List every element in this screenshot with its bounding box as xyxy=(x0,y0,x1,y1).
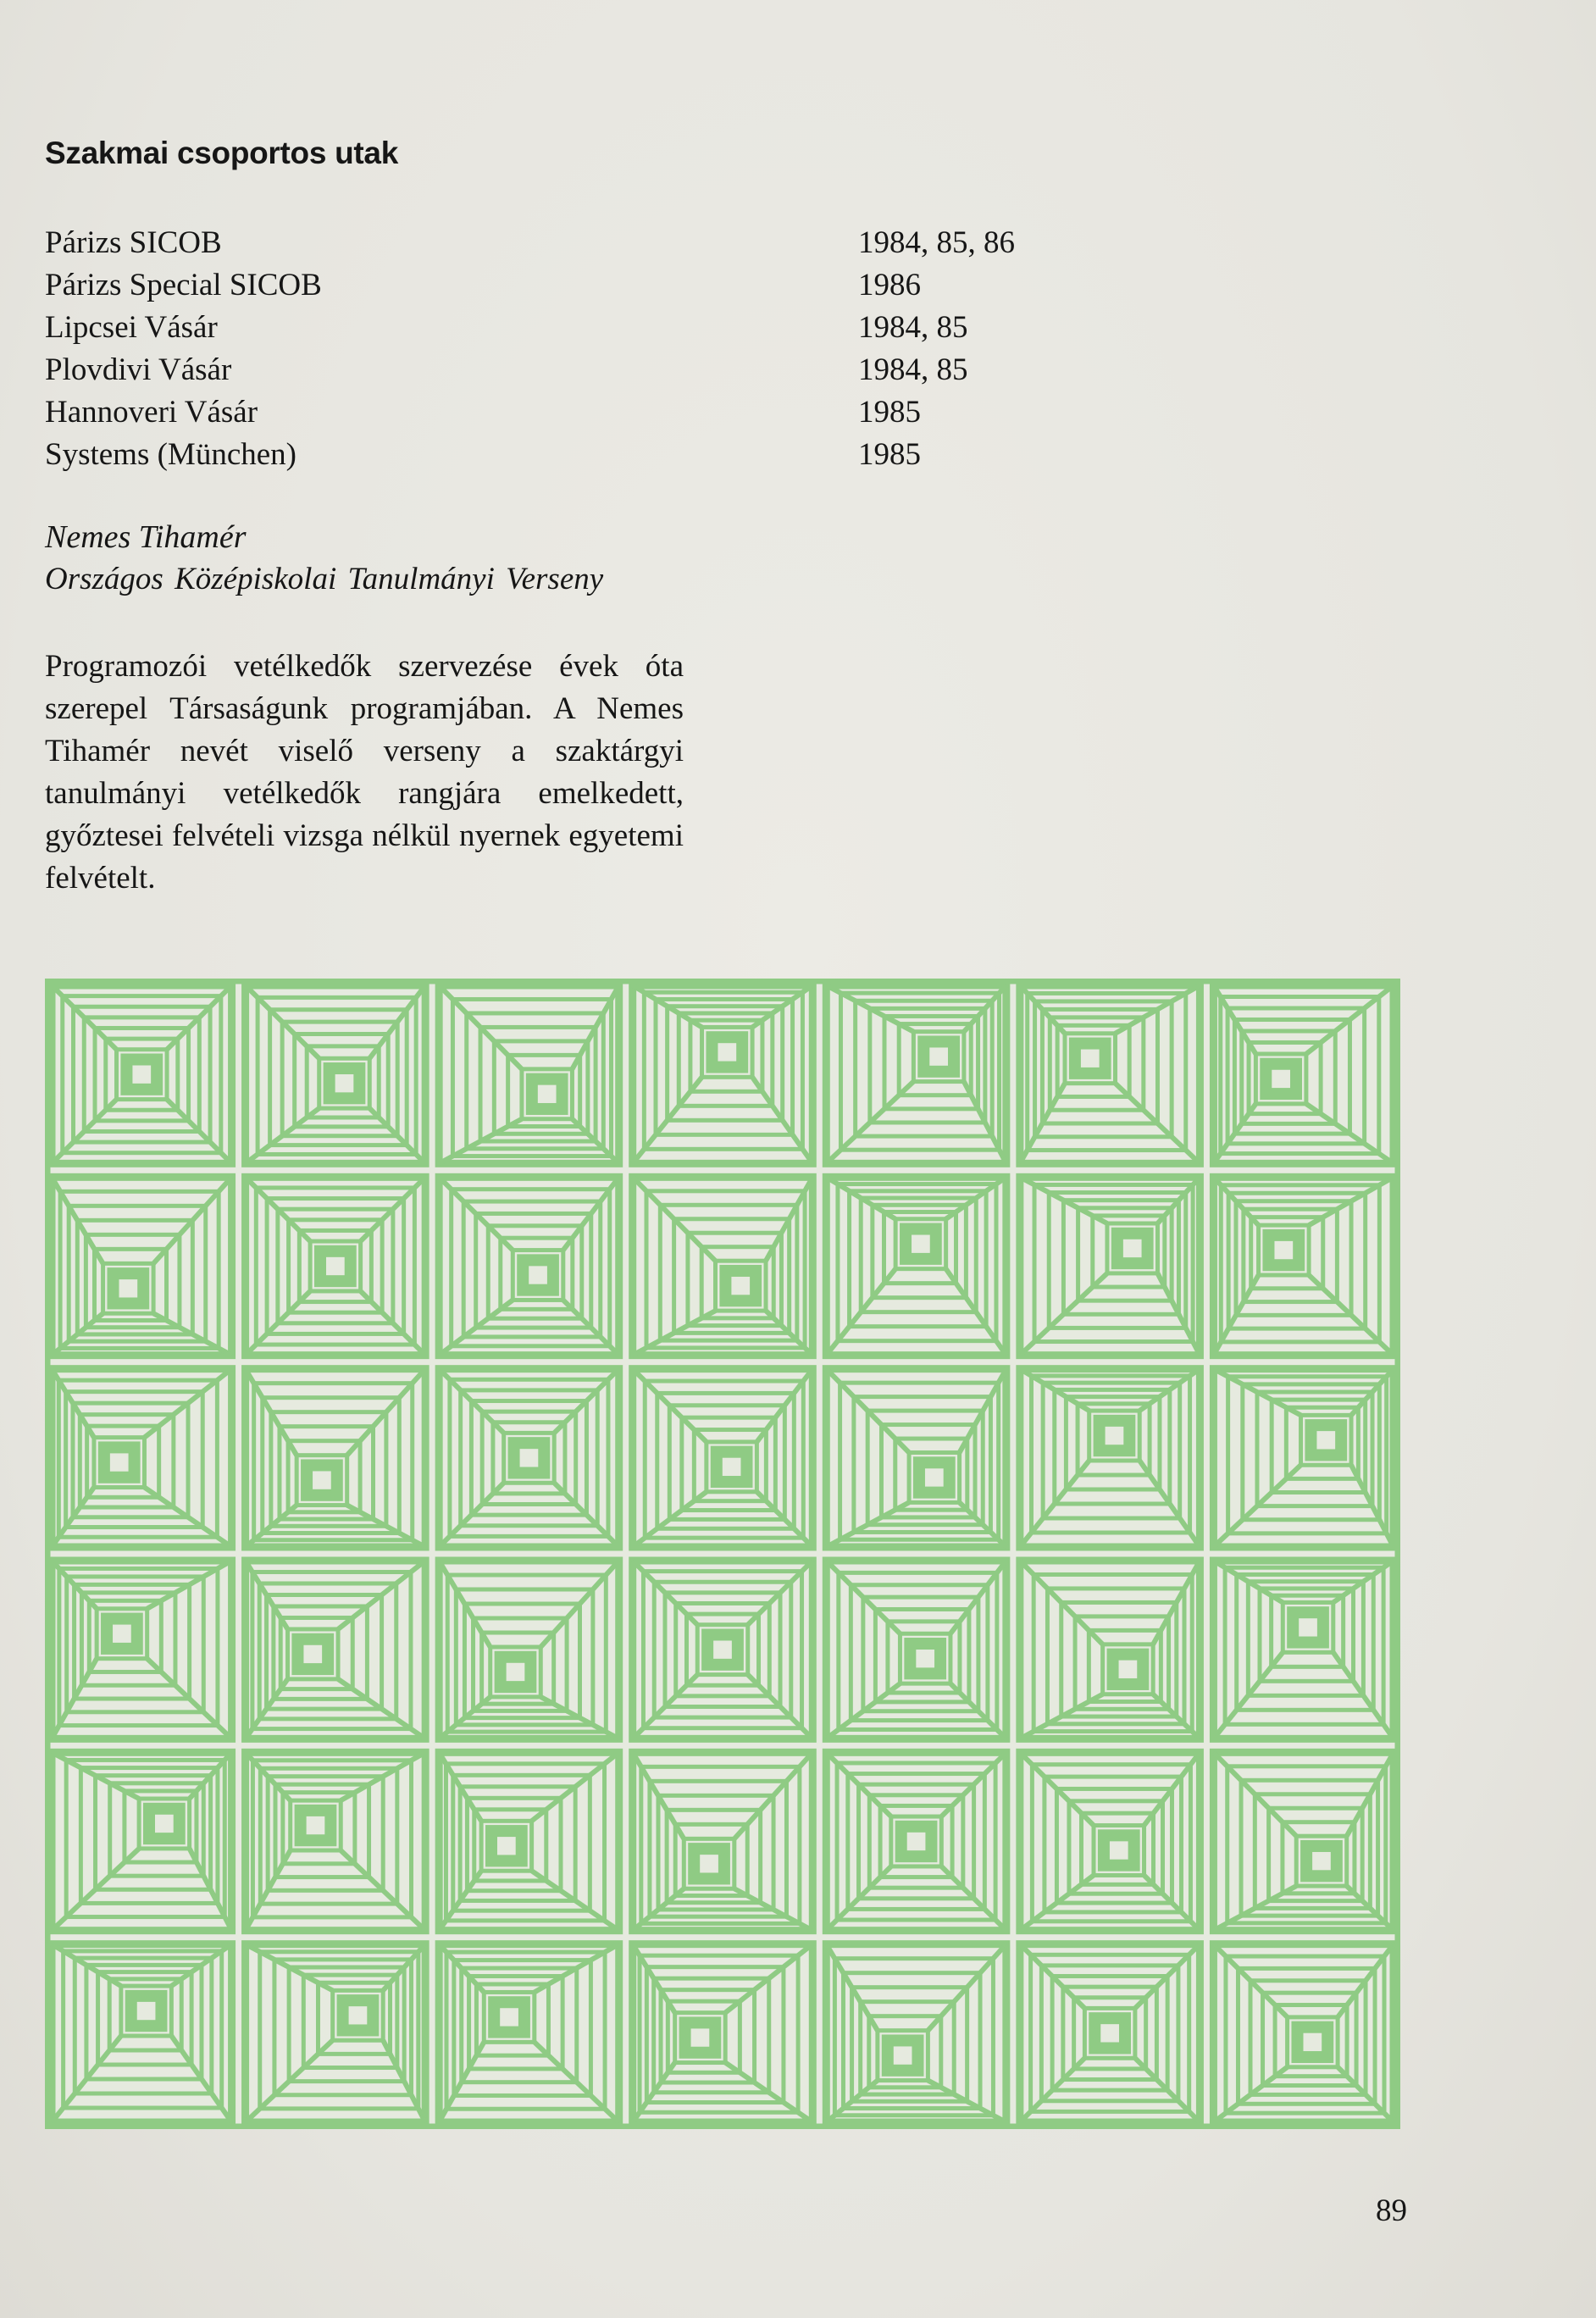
trip-row xyxy=(45,434,1061,476)
trip-name: Lipcsei Vásár xyxy=(45,310,218,345)
trip-years: 1986 xyxy=(858,268,921,302)
competition-title: Országos Középiskolai Tanulmányi Verseny xyxy=(45,562,604,596)
trip-years: 1984, 85 xyxy=(858,310,968,345)
trip-name: Hannoveri Vásár xyxy=(45,395,258,430)
trip-list xyxy=(45,222,1061,476)
trip-row xyxy=(45,264,1061,307)
trip-name: Plovdivi Vásár xyxy=(45,352,232,387)
trip-years: 1984, 85 xyxy=(858,352,968,387)
trip-name: Systems (München) xyxy=(45,437,296,472)
section-heading: Szakmai csoportos utak xyxy=(45,136,398,170)
trip-name: Párizs Special SICOB xyxy=(45,268,322,302)
trip-years: 1984, 85, 86 xyxy=(858,225,1015,260)
competition-name: Nemes Tihamér xyxy=(45,519,247,555)
trip-name: Párizs SICOB xyxy=(45,225,222,260)
trip-row xyxy=(45,391,1061,434)
page-number: 89 xyxy=(1376,2193,1407,2228)
trip-row xyxy=(45,349,1061,391)
trip-row xyxy=(45,307,1061,349)
trip-row xyxy=(45,222,1061,264)
trip-years: 1985 xyxy=(858,437,921,472)
competition-description: Programozói vetélkedők szervezése évek óta szerepel Társaságunk programjában. A Nemes Tihamér nevét viselő verseny a szaktárgyi tanulmányi vetélkedők rangjára emelkedett, győztesei felvételi vizsga nélkül nyernek egyetemi felvételt. xyxy=(45,649,684,896)
nested-squares-artwork xyxy=(45,979,1400,2129)
trip-years: 1985 xyxy=(858,395,921,430)
